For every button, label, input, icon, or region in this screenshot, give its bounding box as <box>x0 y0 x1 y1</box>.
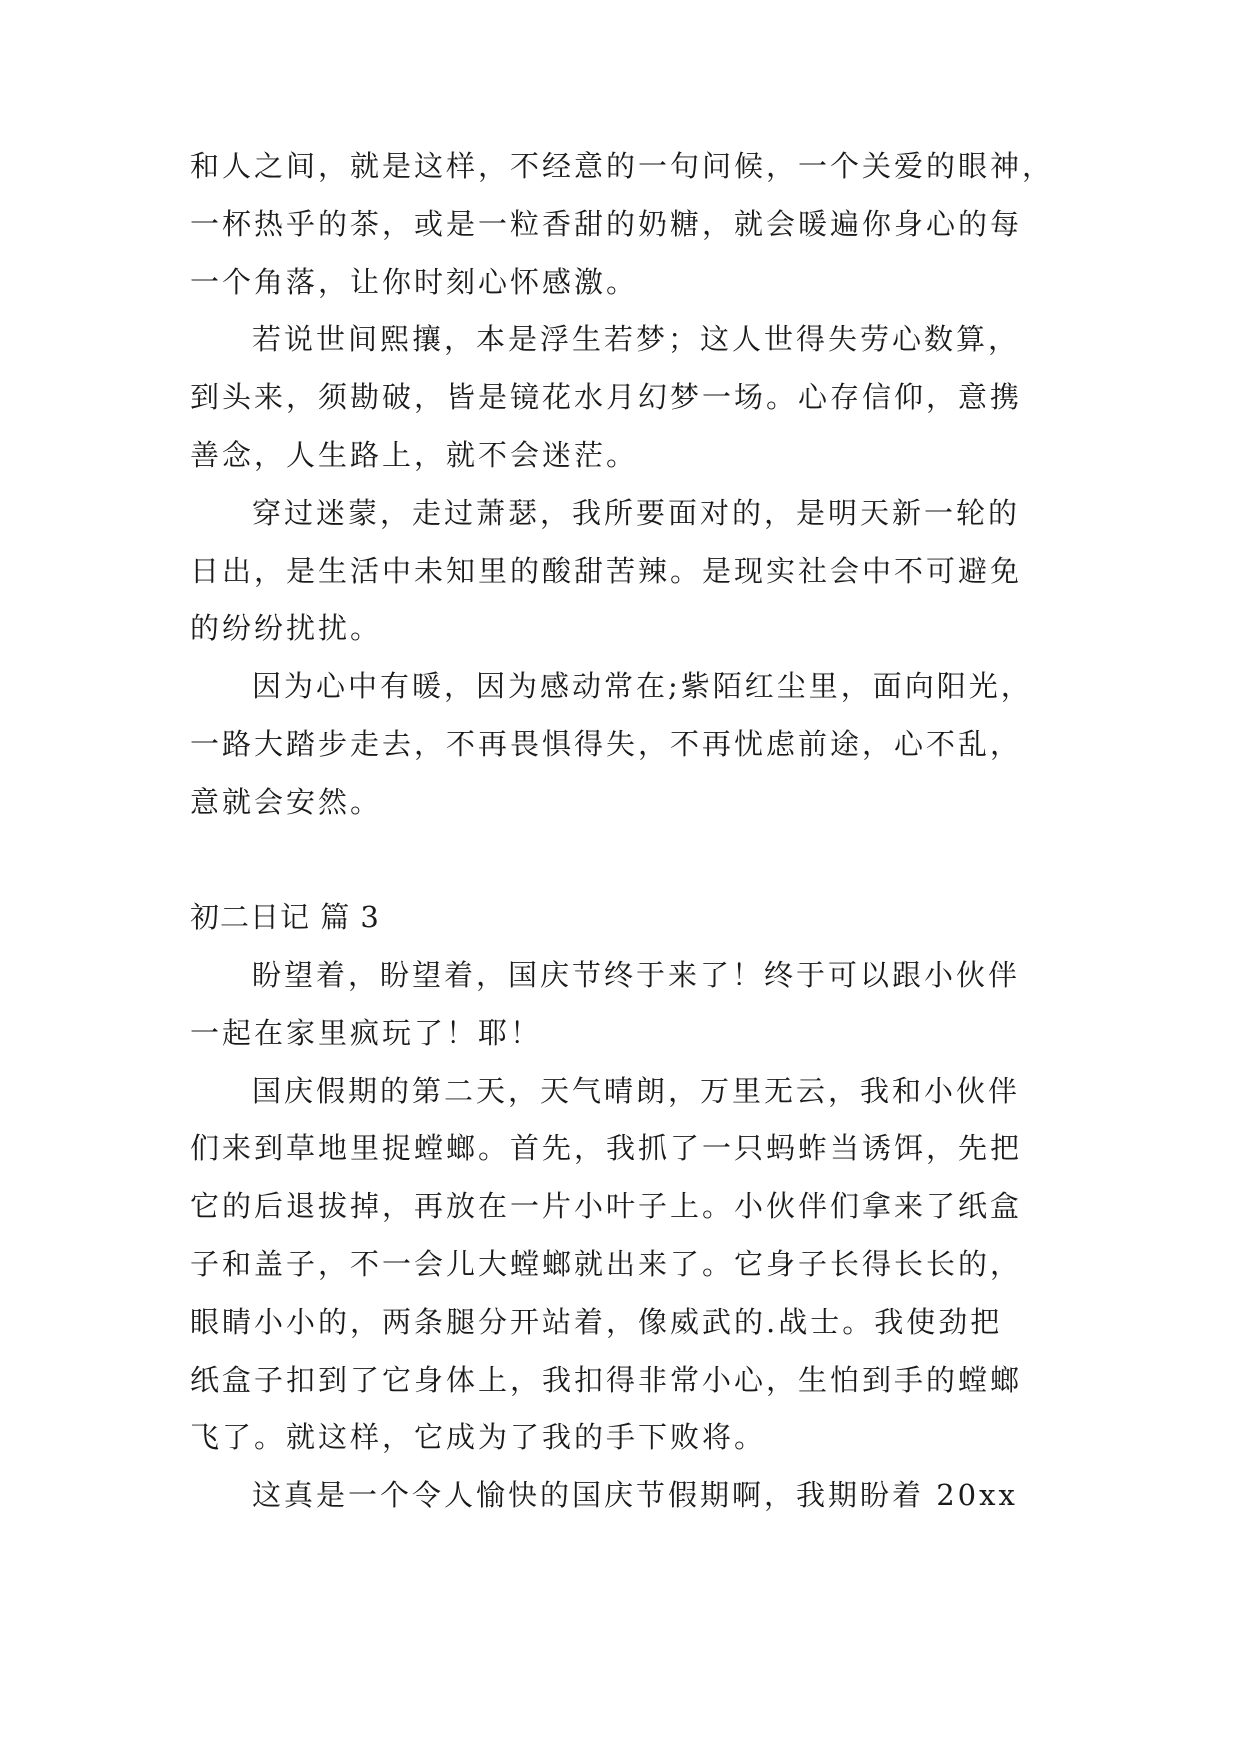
paragraph-1-line-1: 和人之间，就是这样，不经意的一句问候，一个关爱的眼神， <box>190 149 1055 183</box>
paragraph-2-line-1: 若说世间熙攘，本是浮生若梦；这人世得失劳心数算， <box>252 322 1021 356</box>
paragraph-3-line-2: 日出，是生活中未知里的酸甜苦辣。是现实社会中不可避免 <box>190 554 1023 588</box>
paragraph-6-line-2: 们来到草地里捉螳螂。首先，我抓了一只蚂蚱当诱饵，先把 <box>190 1131 1023 1165</box>
paragraph-4-line-1: 因为心中有暖，因为感动常在;紫陌红尘里，面向阳光， <box>252 669 1033 703</box>
paragraph-3-line-1: 穿过迷蒙，走过萧瑟，我所要面对的，是明天新一轮的 <box>252 496 1021 530</box>
paragraph-7-line-1: 这真是一个令人愉快的国庆节假期啊，我期盼着 20xx <box>252 1478 1018 1512</box>
paragraph-4-line-2: 一路大踏步走去，不再畏惧得失，不再忧虑前途，心不乱， <box>190 727 1023 761</box>
paragraph-2-line-2: 到头来，须勘破，皆是镜花水月幻梦一场。心存信仰，意携 <box>190 380 1023 414</box>
paragraph-1-line-3: 一个角落，让你时刻心怀感激。 <box>190 265 639 299</box>
paragraph-5-line-1: 盼望着，盼望着，国庆节终于来了！终于可以跟小伙伴 <box>252 958 1021 992</box>
paragraph-2-line-3: 善念，人生路上，就不会迷茫。 <box>190 438 639 472</box>
paragraph-6-line-1: 国庆假期的第二天，天气晴朗，万里无云，我和小伙伴 <box>252 1074 1021 1108</box>
paragraph-6-line-6: 纸盒子扣到了它身体上，我扣得非常小心，生怕到手的螳螂 <box>190 1363 1023 1397</box>
paragraph-3-line-3: 的纷纷扰扰。 <box>190 611 383 645</box>
paragraph-6-line-7: 飞了。就这样，它成为了我的手下败将。 <box>190 1420 767 1454</box>
paragraph-1-line-2: 一杯热乎的茶，或是一粒香甜的奶糖，就会暖遍你身心的每 <box>190 207 1023 241</box>
paragraph-5-line-2: 一起在家里疯玩了！耶！ <box>190 1016 543 1050</box>
section-heading: 初二日记 篇 3 <box>190 900 380 934</box>
paragraph-6-line-5: 眼睛小小的，两条腿分开站着，像威武的.战士。我使劲把 <box>190 1305 1003 1339</box>
paragraph-6-line-3: 它的后退拔掉，再放在一片小叶子上。小伙伴们拿来了纸盒 <box>190 1189 1023 1223</box>
paragraph-4-line-3: 意就会安然。 <box>190 785 383 819</box>
paragraph-6-line-4: 子和盖子，不一会儿大螳螂就出来了。它身子长得长长的， <box>190 1247 1023 1281</box>
